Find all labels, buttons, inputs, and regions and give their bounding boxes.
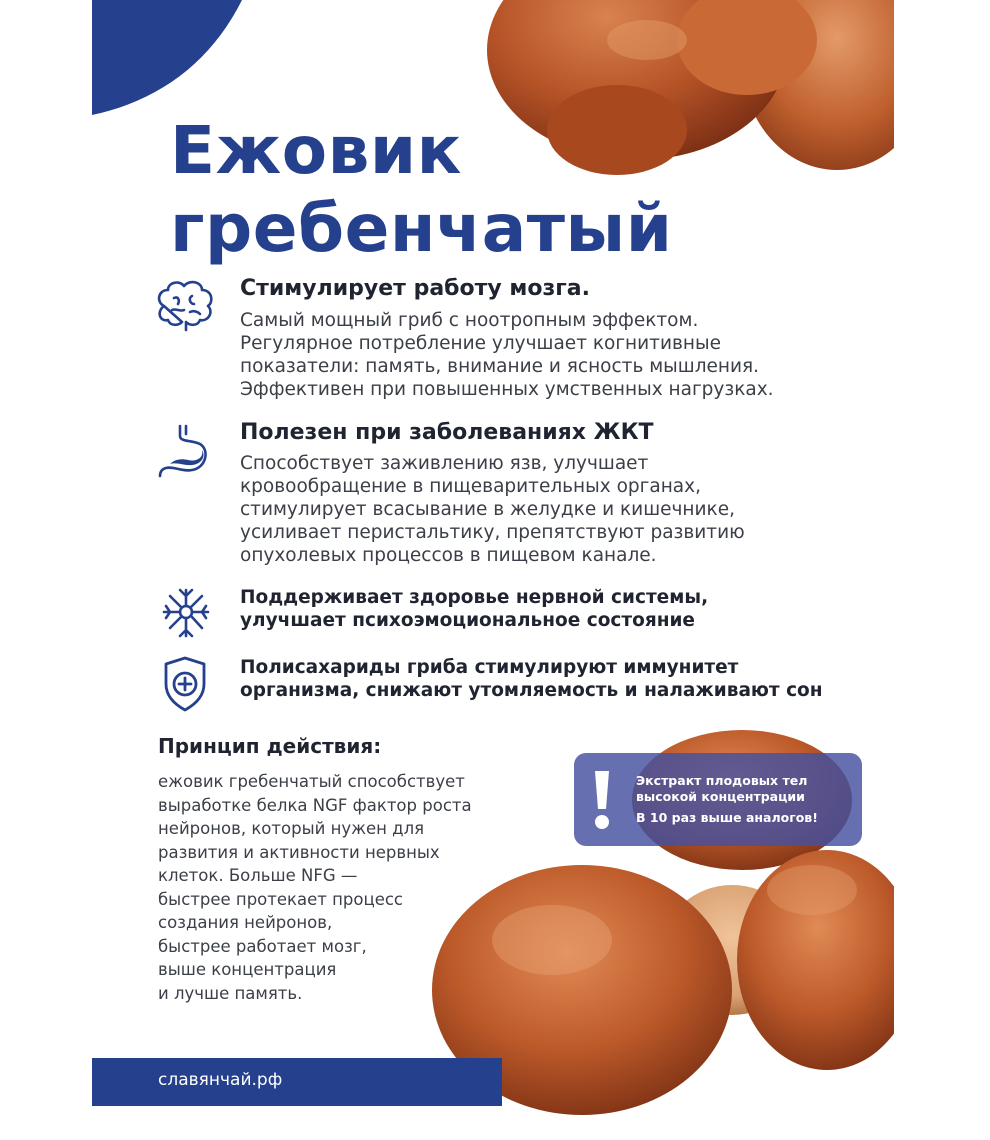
principle-line: развития и активности нервных (158, 842, 440, 862)
principle-line: и лучше память. (158, 983, 303, 1003)
feature-text-line: Полисахариды гриба стимулируют иммунитет (240, 657, 739, 678)
principle-line: быстрее протекает процесс (158, 889, 403, 909)
principle-line: выработке белка NGF фактор роста (158, 795, 472, 815)
stomach-icon (152, 420, 218, 480)
brain-icon (152, 276, 218, 336)
feature-text-line: опухолевых процессов в пищевом канале. (240, 545, 657, 566)
principle-line: выше концентрация (158, 960, 337, 979)
principle-line: ежовик гребенчатый способствует (158, 772, 465, 791)
title-line-2: гребенчатый (170, 190, 673, 267)
principle-line: клеток. Больше NFG — (158, 866, 358, 885)
poster (92, 0, 894, 1140)
principle-text (158, 770, 472, 1005)
title-line-1: Ежовик (170, 112, 462, 189)
feature-text-line: Самый мощный гриб с ноотропным эффектом. (240, 310, 699, 331)
feature-text-line: организма, снижают утомляемость и налаживают сон (240, 680, 823, 701)
feature-text (240, 309, 774, 401)
feature-text-line: кровообращение в пищеварительных органах, (240, 476, 701, 497)
corner-decoration (92, 0, 242, 115)
principle-line: быстрее работает мозг, (158, 936, 367, 956)
feature-text (240, 656, 823, 702)
feature-text-line: улучшает психоэмоциональное состояние (240, 610, 695, 631)
shield-plus-icon (152, 654, 218, 714)
feature-text (240, 452, 745, 567)
footer-site-link[interactable]: славянчай.рф (158, 1070, 283, 1090)
footer-bar (92, 1058, 502, 1106)
feature-heading: Стимулирует работу мозга. (240, 276, 590, 301)
badge-line-1: Экстракт плодовых тел (636, 773, 808, 788)
page-title (170, 112, 672, 268)
concentration-badge (574, 753, 862, 846)
principle-heading: Принцип действия: (158, 734, 382, 758)
feature-text (240, 586, 708, 632)
principle-line: создания нейронов, (158, 913, 333, 932)
badge-line-3: В 10 раз выше аналогов! (636, 810, 818, 825)
feature-text-line: показатели: память, внимание и ясность мышления. (240, 356, 760, 377)
badge-line-2: высокой концентрации (636, 789, 805, 804)
feature-heading: Полезен при заболеваниях ЖКТ (240, 420, 654, 445)
feature-text-line: Регулярное потребление улучшает когнитивные (240, 333, 721, 354)
feature-text-line: Способствует заживлению язв, улучшает (240, 453, 649, 474)
principle-line: нейронов, который нужен для (158, 819, 425, 838)
exclamation-icon (590, 769, 614, 831)
feature-text-line: Эффективен при повышенных умственных нагрузках. (240, 379, 774, 400)
feature-text-line: усиливает перистальтику, препятствуют развитию (240, 522, 745, 543)
neuron-icon (152, 582, 218, 642)
feature-text-line: Поддерживает здоровье нервной системы, (240, 587, 709, 608)
feature-text-line: стимулирует всасывание в желудке и кишечнике, (240, 499, 735, 520)
